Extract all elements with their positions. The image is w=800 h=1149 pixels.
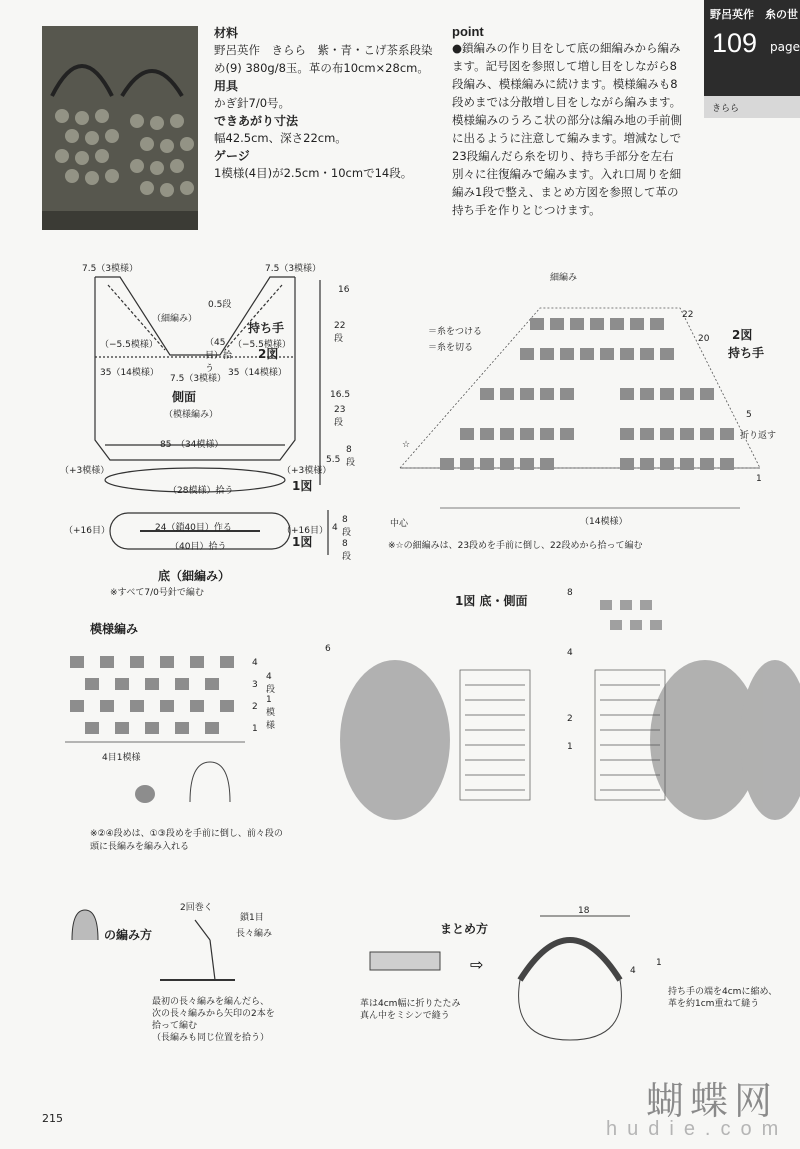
stitch-pattern-chart: [60, 620, 300, 850]
finishing-length: 18: [578, 906, 590, 916]
width-label: 85 （34模様）: [160, 440, 224, 450]
finishing-block: [360, 906, 800, 1050]
side-label: 側面: [172, 390, 197, 404]
page-suffix: page: [770, 40, 800, 54]
row1: 1: [252, 724, 258, 734]
height-8c: 8段: [342, 539, 352, 562]
author-title: 野呂英作 糸の世: [710, 8, 798, 21]
bag-photo: [42, 26, 198, 230]
how-to-block: [60, 880, 300, 1050]
materials-heading: 材料: [214, 26, 239, 40]
chart2-row5: 5: [746, 410, 752, 420]
height-8a: 8段: [346, 445, 356, 468]
edge-label: （細編み）: [152, 314, 198, 324]
side35-right-label: 35（14模様）: [228, 368, 287, 378]
row3: 3: [252, 680, 258, 690]
point-heading: point: [452, 24, 484, 39]
materials-block: [214, 24, 439, 182]
fig1-label-b: 1図: [292, 535, 313, 549]
page-tag: [704, 0, 800, 96]
row4: 4: [252, 658, 258, 668]
dec-right-label: （−5.5模様）: [233, 340, 291, 350]
wrap-label: 2回巻く: [180, 903, 213, 913]
leather-note1: 革は4cm幅に折りたたみ: [360, 999, 461, 1009]
leather-note2: 真ん中をミシンで縫う: [360, 1011, 450, 1021]
point-block: [452, 24, 688, 219]
fig1-label-a: 1図: [292, 479, 313, 493]
center-width-label: 7.5（3模様）: [170, 374, 227, 384]
stitch-pattern-title: 模様編み: [90, 622, 139, 636]
chain-label: 24（鎖40目）作る: [155, 523, 232, 533]
bottom-label: 底（細編み）: [158, 569, 231, 583]
yarn-band: [704, 96, 800, 118]
chart1-row2: 2: [567, 714, 573, 724]
chart1-row8: 8: [567, 588, 573, 598]
height-16: 16: [338, 285, 350, 295]
how-to-title: の編み方: [104, 928, 153, 942]
pick40-label: （40目）拾う: [170, 542, 227, 552]
finishing-d1: 1: [656, 958, 662, 968]
row2: 2: [252, 702, 258, 712]
hook-label: 鎖1目: [240, 913, 264, 923]
height-16-5: 16.5: [330, 390, 351, 400]
stitch-pattern-note: ※②④段めは、①③段めを手前に倒し、前々段の頭に長編みを編み入れる: [90, 829, 283, 852]
chart2-subtitle: 持ち手: [728, 346, 765, 360]
chart2-row20: 20: [698, 334, 710, 344]
tools-body: かぎ針7/0号。: [214, 96, 291, 110]
chart1-title: 1図 底・側面: [455, 594, 528, 608]
height-8b: 8段: [342, 515, 352, 538]
bottom-side-chart: [305, 590, 800, 880]
pick28-label: （28模様）拾う: [168, 486, 234, 496]
chart2-center: 中心: [390, 519, 409, 529]
top-right-label: 7.5（3模様）: [265, 264, 322, 274]
chart2-note: ※☆の細編みは、23段めを手前に倒し、22段めから拾って編む: [388, 541, 643, 551]
finishing-d4: 4: [630, 966, 636, 976]
how-to-note2: 次の長々編みから矢印の2本を: [152, 1009, 275, 1019]
how-to-note3: 拾って編む: [152, 1021, 198, 1031]
chart2-row22: 22: [682, 310, 694, 320]
size-body: 幅42.5cm、深さ22cm。: [214, 131, 347, 145]
side35-left-label: 35（14模様）: [100, 368, 159, 378]
pattern-label: （模様編み）: [164, 410, 219, 420]
chart1-row4: 4: [567, 648, 573, 658]
size-heading: できあがり寸法: [214, 114, 299, 128]
chart1-row6: 6: [325, 644, 331, 654]
unit-label: 4目1模様: [102, 753, 141, 763]
chart2-title: 2図: [732, 328, 753, 342]
svg-text:⇨: ⇨: [470, 955, 484, 974]
inc16-left-label: （+16目）: [64, 526, 110, 536]
pick45-label: （45目）拾う: [205, 338, 233, 374]
fig2-label: 2図: [258, 347, 279, 361]
gauge-body: 1模様(4目)が2.5cm・10cmで14段。: [214, 166, 413, 180]
chart2-star: ☆: [402, 440, 411, 450]
height-23: 23段: [334, 405, 346, 428]
watermark-url: hudie.com: [606, 1118, 789, 1140]
legend-attach: ＝糸をつける: [428, 327, 483, 337]
legend-cut: ＝糸を切る: [428, 343, 474, 353]
handle-note1: 持ち手の端を4cmに縮め、: [668, 987, 778, 997]
watermark-chars: 蝴蝶网: [646, 1079, 779, 1123]
how-to-note4: （長編みも同じ位置を拾う）: [152, 1033, 270, 1043]
long-label: 長々編み: [236, 929, 273, 939]
handle-chart: [380, 268, 800, 558]
inc-right-label: （+3模様）: [282, 466, 332, 476]
chart2-width: （14模様）: [580, 517, 628, 527]
finishing-title: まとめ方: [440, 922, 489, 936]
handle-label: 持ち手: [248, 321, 285, 335]
height-5-5: 5.5: [326, 455, 341, 465]
height-22: 22段: [334, 321, 346, 344]
handle-note2: 革を約1cm重ねて縫う: [668, 999, 760, 1009]
band-label: きらら: [712, 104, 740, 114]
bag-schematic: [60, 255, 360, 605]
top-left-label: 7.5（3模様）: [82, 264, 139, 274]
height-4: 4: [332, 523, 338, 533]
gauge-heading: ゲージ: [214, 149, 250, 163]
how-to-note1: 最初の長々編みを編んだら、: [152, 997, 270, 1007]
inc-left-label: （+3模様）: [60, 466, 110, 476]
page-code: 109: [712, 28, 758, 58]
inc16-right-label: （+16目）: [282, 526, 328, 536]
chart1-row1: 1: [567, 742, 573, 752]
chart2-row1: 1: [756, 474, 762, 484]
repeat-label: 4段1模様: [266, 672, 276, 731]
page-number: 215: [42, 1112, 63, 1125]
half-step-label: 0.5段: [208, 300, 232, 310]
needle-note: ※すべて7/0号針で編む: [110, 588, 204, 598]
chart2-turn: 折り返す: [740, 431, 777, 441]
tools-heading: 用具: [214, 79, 239, 93]
chart2-edge: 細編み: [550, 273, 578, 283]
dec-left-label: （−5.5模様）: [100, 340, 158, 350]
point-body: ●鎖編みの作り目をして底の細編みから編みます。記号図を参照して増し目をしながら8段編み、模様編みに続けます。模様編みも8段めまでは分散増し目をしながら編みます。模様編みのうろこ状の部分は編み地の手前側に出るように注意して編みます。増減なしで23段編んだら糸を切り、持ち手部分を左右別々に往復編みで編みます。入れ口周りを細編み1段で整え、まとめ方図を参照して革の持ち手を作りとじつけます。: [452, 41, 682, 217]
materials-body: 野呂英作 きらら 紫・青・こげ茶系段染め(9) 380g/8玉。革の布10cm×28cm。: [214, 43, 433, 75]
